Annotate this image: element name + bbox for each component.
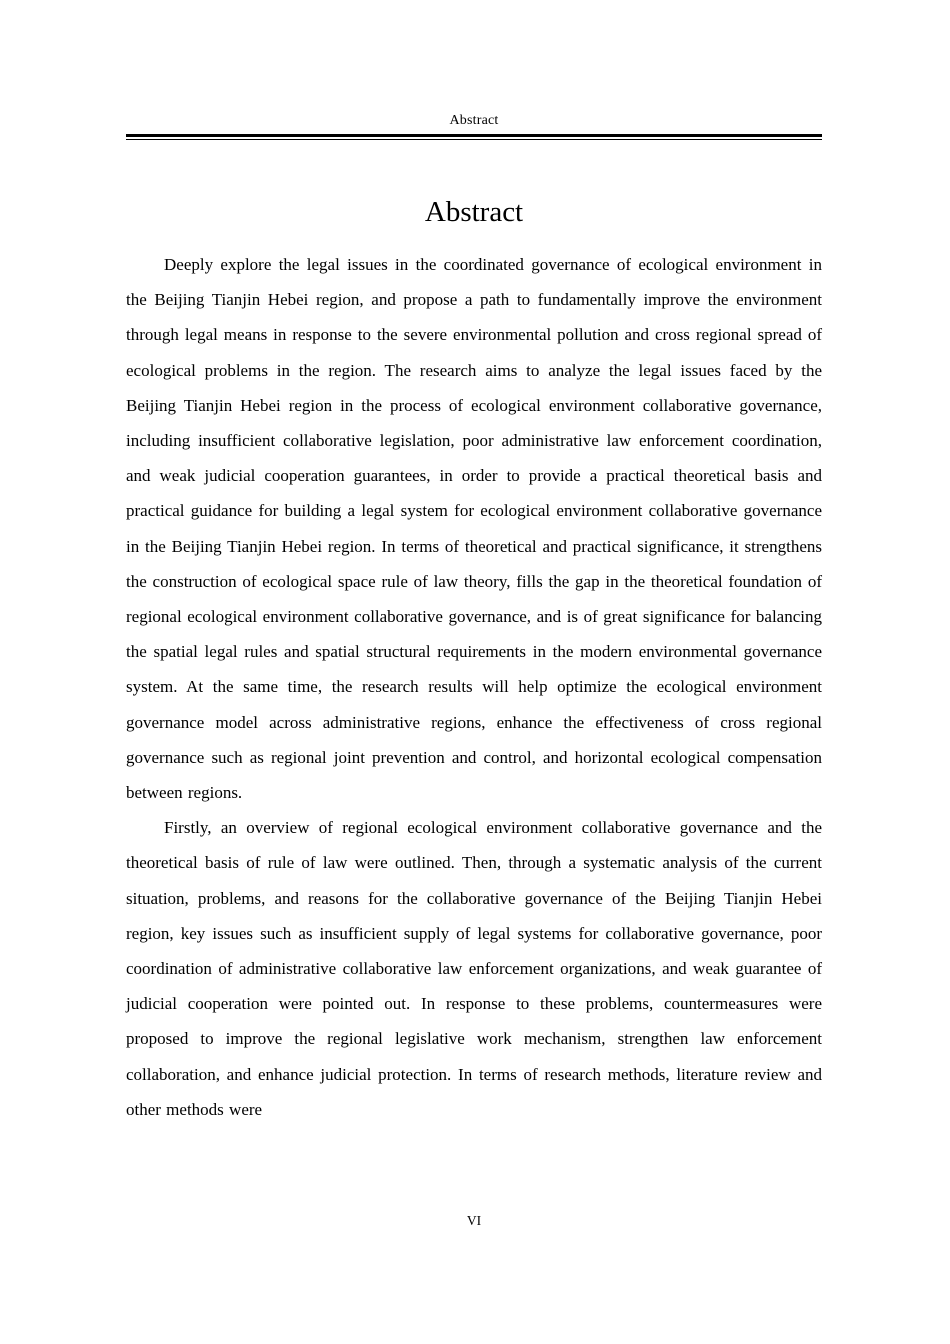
- abstract-paragraph-2: Firstly, an overview of regional ecological environment collaborative governance and the theoretical basis of rule of law were outlined. Then, through a systematic analysis of the current situation, problems, and reasons for the collaborative governance of the Beijing Tianjin Hebei region, key issues such as insufficient supply of legal systems for collaborative governance, poor coordination of administrative collaborative law enforcement organizations, and weak guarantee of judicial cooperation were pointed out. In response to these problems, countermeasures were proposed to improve the regional legislative work mechanism, strengthen law enforcement collaboration, and enhance judicial protection. In terms of research methods, literature review and other methods were: [126, 818, 822, 1119]
- page-title: Abstract: [424, 196, 524, 229]
- running-header: [126, 112, 822, 140]
- page-footer: [126, 1212, 822, 1230]
- header-rule-thick-line: [126, 134, 822, 137]
- running-header-title: Abstract: [449, 113, 499, 128]
- abstract-body: [126, 247, 822, 1127]
- page-number: VI: [466, 1213, 482, 1228]
- header-double-rule: [126, 134, 822, 140]
- header-rule-thin-line: [126, 139, 822, 140]
- abstract-paragraph-1: Deeply explore the legal issues in the coordinated governance of ecological environment in the Beijing Tianjin Hebei region, and propose a path to fundamentally improve the environment through legal means in response to the severe environmental pollution and cross regional spread of ecological problems in the region. The research aims to analyze the legal issues faced by the Beijing Tianjin Hebei region in the process of ecological environment collaborative governance, including insufficient collaborative legislation, poor administrative law enforcement coordination, and weak judicial cooperation guarantees, in order to provide a practical theoretical basis and practical guidance for building a legal system for ecological environment collaborative governance in the Beijing Tianjin Hebei region. In terms of theoretical and practical significance, it strengthens the construction of ecological space rule of law theory, fills the gap in the theoretical foundation of regional ecological environment collaborative governance, and is of great significance for balancing the spatial legal rules and spatial structural requirements in the modern environmental governance system. At the same time, the research results will help optimize the ecological environment governance model across administrative regions, enhance the effectiveness of cross regional governance such as regional joint prevention and control, and horizontal ecological compensation between regions.: [126, 255, 822, 803]
